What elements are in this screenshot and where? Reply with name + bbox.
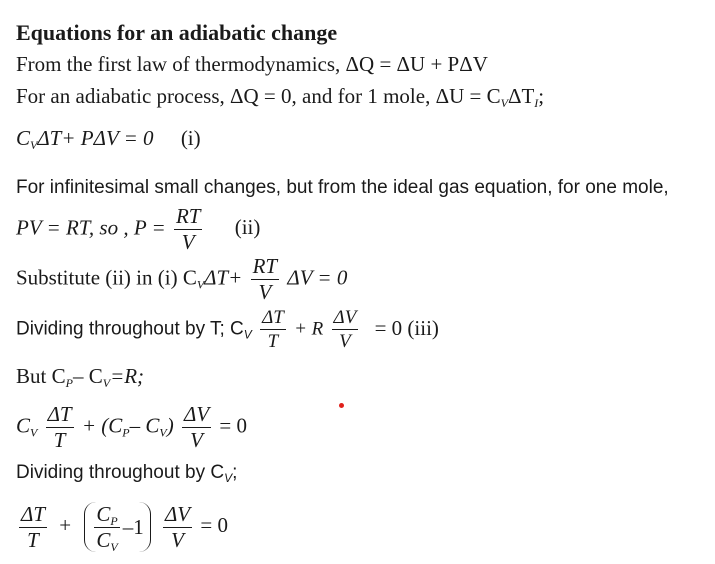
frac-num: ΔT	[262, 307, 284, 328]
eq6-rhs: = 0	[219, 413, 247, 438]
eq2-lhs: PV = RT, so , P =	[16, 215, 166, 240]
cv-symbol: C	[16, 413, 31, 438]
equation-iii	[16, 308, 439, 351]
frac-den	[94, 527, 119, 554]
sub-v: V	[159, 425, 167, 440]
eq1-body: ΔT+ PΔV = 0	[37, 126, 154, 150]
semicolon: ;	[232, 462, 238, 483]
sub-i: I	[534, 96, 539, 110]
fraction-rt-v	[251, 256, 280, 303]
equation-final	[16, 502, 228, 552]
frac-den: T	[267, 331, 279, 352]
parenthesis-group	[84, 502, 150, 552]
delta-t: ΔT	[507, 84, 535, 108]
eq2-label: (ii)	[234, 215, 261, 240]
frac-den: V	[258, 280, 272, 304]
sub-v: V	[102, 376, 111, 390]
sub-v: V	[196, 277, 205, 292]
frac-den: T	[53, 428, 66, 452]
sub-v: V	[110, 539, 118, 554]
frac-den: T	[27, 527, 39, 552]
sub-p: P	[110, 513, 118, 528]
frac-num: ΔV	[333, 307, 357, 328]
frac-num: ΔT	[21, 501, 46, 526]
first-law-line: From the first law of thermodynamics, ΔQ = ΔU + PΔV	[16, 52, 488, 76]
infinitesimal-line: For infinitesimal small changes, but from the ideal gas equation, for one mole,	[16, 177, 669, 198]
sub-v: V	[500, 96, 508, 110]
fraction-dv-v	[182, 404, 211, 451]
frac-num: RT	[252, 254, 278, 278]
paren-open: + (C	[81, 413, 123, 438]
frac-num: RT	[175, 204, 201, 228]
frac-den: V	[190, 428, 203, 452]
fraction-dv-v	[163, 501, 192, 552]
red-dot	[339, 403, 344, 408]
equation-combined	[16, 404, 247, 451]
eq3-rhs: ΔV = 0	[287, 265, 348, 290]
cv-c: C	[96, 527, 111, 552]
equals-r: =R;	[110, 364, 145, 388]
delta-t-plus: ΔT+	[204, 265, 243, 290]
fraction-dv-v	[332, 308, 359, 351]
but-text: But C	[16, 364, 66, 388]
fraction-dt-t	[19, 501, 47, 552]
minus-c: – C	[129, 413, 160, 438]
dividing-text: Dividing throughout by T; C	[16, 318, 244, 340]
substitute-text: Substitute (ii) in (i) C	[16, 265, 197, 290]
frac-den: V	[339, 331, 351, 352]
minus-c: – C	[72, 364, 103, 388]
sub-p: P	[122, 425, 130, 440]
equation-substitute	[16, 256, 347, 303]
minus-one: –1	[122, 514, 144, 539]
cp-cv-relation	[16, 364, 145, 390]
semicolon: ;	[538, 84, 545, 108]
eq1-label: (i)	[180, 126, 201, 150]
frac-num: ΔV	[164, 501, 191, 526]
sub-v: V	[30, 425, 38, 440]
cv-symbol: C	[16, 126, 31, 150]
fraction-cp-cv	[94, 501, 119, 554]
fraction-rt-v	[174, 206, 203, 253]
sub-v: V	[224, 471, 233, 485]
adiabatic-line	[16, 84, 545, 110]
frac-den: V	[171, 527, 184, 552]
cp-c: C	[96, 501, 111, 526]
eq4-rhs: = 0 (iii)	[374, 315, 439, 340]
dividing-text: Dividing throughout by C	[16, 462, 225, 483]
frac-num: ΔT	[47, 402, 72, 426]
equation-ii	[16, 206, 260, 253]
dividing-by-cv	[16, 462, 238, 485]
frac-num: ΔV	[184, 402, 210, 426]
fraction-dt-t	[46, 404, 74, 451]
frac-den: V	[181, 230, 195, 254]
paren-close: )	[166, 413, 174, 438]
adiabatic-text: For an adiabatic process, ΔQ = 0, and for 1 mole, ΔU = C	[16, 84, 501, 108]
frac-num	[94, 501, 119, 528]
eq8-rhs: = 0	[200, 512, 228, 537]
page-title: Equations for an adiabatic change	[16, 20, 338, 45]
sub-v: V	[30, 138, 38, 152]
sub-v: V	[243, 327, 252, 342]
sub-p: P	[65, 376, 73, 390]
equation-i	[16, 126, 201, 152]
plus-r: + R	[294, 318, 324, 340]
plus-sign: +	[59, 512, 72, 537]
fraction-dt-t	[260, 308, 286, 351]
